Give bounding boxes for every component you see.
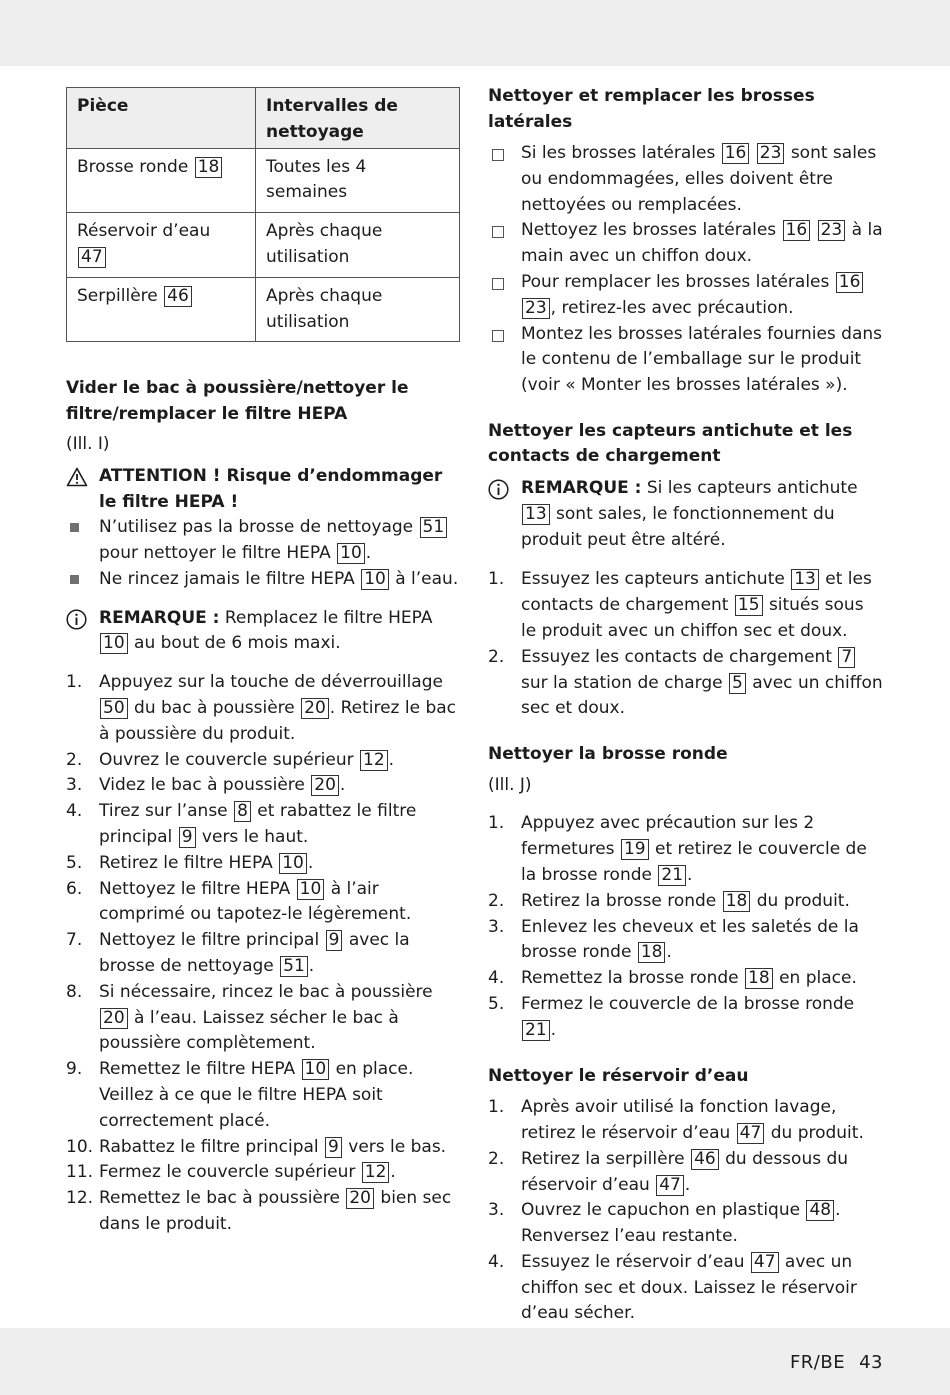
ref-box: 10 — [279, 853, 307, 874]
left-column — [66, 84, 460, 1238]
table-cell-part: Serpillère 46 — [67, 277, 256, 342]
list-item: 12. Remettez le bac à poussière 20 bien sec dans le produit. — [66, 1188, 452, 1234]
list-item: 1. Appuyez avec précaution sur les 2 fermetures 19 et retirez le couvercle de la brosse ronde 21 . — [488, 813, 867, 886]
list-item: 11. Fermez le couvercle supérieur 12 . — [66, 1162, 396, 1183]
list-item: 2. Essuyez les contacts de chargement 7 sur la station de charge 5 avec un chiffon sec et doux. — [488, 646, 883, 719]
ref-box: 51 — [280, 956, 308, 977]
ref-box: 13 — [522, 504, 550, 525]
list-item: 8. Si nécessaire, rincez le bac à poussière 20 à l’eau. Laissez sécher le bac à poussière complètement. — [66, 981, 433, 1054]
table-cell-part: Brosse ronde 18 — [67, 148, 256, 213]
list-item: 4. Tirez sur l’anse 8 et rabattez le filtre principal 9 vers le haut. — [66, 801, 417, 847]
ref-box: 21 — [658, 865, 686, 886]
ref-box: 12 — [360, 750, 388, 771]
table-header-interval: Intervalles de nettoyage — [256, 88, 460, 149]
warning-list — [66, 515, 460, 592]
section-title-round-brush: Nettoyer la brosse ronde — [488, 744, 728, 765]
right-column — [488, 84, 884, 1327]
footer-page-number: 43 — [859, 1352, 883, 1373]
ref-box: 8 — [234, 801, 251, 822]
ref-box: 47 — [656, 1175, 684, 1196]
warning-text: ATTENTION ! Risque d’endommager le filtre HEPA ! — [99, 466, 443, 512]
table-cell-interval: Après chaque utilisation — [256, 213, 460, 278]
ref-box: 10 — [100, 633, 128, 654]
info-circle-icon — [66, 609, 87, 630]
list-item: 3. Enlevez les cheveux et les saletés de la brosse ronde 18 . — [488, 916, 859, 963]
list-item: 10. Rabattez le filtre principal 9 vers le bas. — [66, 1136, 447, 1157]
ref-box: 10 — [337, 543, 365, 564]
ref-box: 10 — [302, 1059, 330, 1080]
ref-box: 7 — [838, 647, 855, 668]
ref-box: 20 — [346, 1188, 374, 1209]
ref-box: 5 — [729, 673, 746, 694]
list-item: 1. Appuyez sur la touche de déverrouillage 50 du bac à poussière 20 . Retirez le bac à poussière du produit. — [66, 672, 457, 744]
ref-box: 47 — [78, 247, 106, 268]
list-item: 2. Retirez la serpillère 46 du dessous du réservoir d’eau 47 . — [488, 1148, 849, 1195]
note-label: REMARQUE : — [521, 477, 642, 498]
round-brush-steps — [488, 811, 884, 1043]
list-item: 3. Videz le bac à poussière 20 . — [66, 775, 346, 796]
ref-box: 18 — [723, 891, 751, 912]
table-header-row — [67, 88, 460, 149]
list-item: Montez les brosses latérales fournies dans le contenu de l’emballage sur le produit (voir « Monter les brosses latérales »). — [488, 322, 884, 399]
ref-box: 47 — [737, 1123, 765, 1144]
ref-box: 23 — [757, 143, 785, 164]
section-title-sensors: Nettoyer les capteurs antichute et les contacts de chargement — [488, 420, 853, 467]
ref-box: 20 — [100, 1008, 128, 1029]
list-item: 4. Essuyez le réservoir d’eau 47 avec un chiffon sec et doux. Laissez le réservoir d’eau sécher. — [488, 1251, 857, 1324]
ref-box: 12 — [362, 1162, 390, 1183]
ref-box: 20 — [311, 775, 339, 796]
warning-triangle-icon — [66, 467, 88, 487]
ref-box: 18 — [745, 968, 773, 989]
info-notice: REMARQUE : Remplacez le filtre HEPA 10 au bout de 6 mois maxi. — [66, 606, 460, 658]
side-brushes-list — [488, 141, 884, 399]
footer-language: FR/BE — [789, 1352, 846, 1373]
ref-box: 9 — [325, 1137, 342, 1158]
ref-box: 46 — [691, 1149, 719, 1170]
table-cell-interval: Après chaque utilisation — [256, 277, 460, 342]
page-number — [790, 1350, 883, 1376]
table-row — [67, 213, 460, 278]
section-title-side-brushes: Nettoyer et remplacer les brosses latérales — [488, 86, 815, 132]
ref-box: 9 — [326, 930, 343, 951]
list-item: Ne rincez jamais le filtre HEPA 10 à l’eau. — [66, 567, 460, 593]
info-circle-icon — [488, 479, 509, 500]
page-header-band — [0, 0, 950, 66]
info-notice: REMARQUE : Si les capteurs antichute 13 sont sales, le fonctionnement du produit peut être altéré. — [488, 476, 884, 553]
ref-box: 18 — [195, 157, 223, 178]
note-label: REMARQUE : — [99, 607, 220, 628]
sensors-steps — [488, 567, 884, 722]
list-item: Si les brosses latérales 16 23 sont sales ou endommagées, elles doivent être nettoyées ou remplacées. — [488, 141, 884, 218]
list-item: 1. Essuyez les capteurs antichute 13 et les contacts de chargement 15 situés sous le produit avec un chiffon sec et doux. — [488, 569, 872, 641]
list-item: 2. Retirez la brosse ronde 18 du produit. — [488, 890, 850, 911]
section-title-dust-bin: Vider le bac à poussière/nettoyer le filtre/remplacer le filtre HEPA — [66, 378, 409, 424]
ref-box: 19 — [621, 839, 649, 860]
table-header-part: Pièce — [67, 88, 256, 149]
list-item: Nettoyez les brosses latérales 16 23 à la main avec un chiffon doux. — [488, 218, 884, 270]
illustration-ref: (Ill. I) — [66, 434, 110, 455]
list-item: 3. Ouvrez le capuchon en plastique 48 . Renversez l’eau restante. — [488, 1200, 841, 1247]
table-row — [67, 148, 460, 213]
ref-box: 47 — [751, 1252, 779, 1273]
list-item: 7. Nettoyez le filtre principal 9 avec la brosse de nettoyage 51 . — [66, 930, 410, 976]
ref-box: 46 — [164, 286, 192, 307]
ref-box: 16 — [722, 143, 750, 164]
list-item: 6. Nettoyez le filtre HEPA 10 à l’air comprimé ou tapotez-le légèrement. — [66, 878, 412, 925]
ref-box: 16 — [783, 220, 811, 241]
dust-bin-steps — [66, 670, 460, 1238]
ref-box: 21 — [522, 1020, 550, 1041]
list-item: 2. Ouvrez le couvercle supérieur 12 . — [66, 749, 395, 770]
ref-box: 50 — [100, 698, 128, 719]
list-item: 4. Remettez la brosse ronde 18 en place. — [488, 968, 857, 989]
ref-box: 10 — [297, 879, 325, 900]
illustration-ref: (Ill. J) — [488, 774, 532, 795]
cleaning-interval-table — [66, 87, 460, 342]
table-cell-interval: Toutes les 4 semaines — [256, 148, 460, 213]
ref-box: 10 — [361, 569, 389, 590]
ref-box: 20 — [301, 698, 329, 719]
ref-box: 51 — [420, 517, 448, 538]
list-item: N’utilisez pas la brosse de nettoyage 51 pour nettoyer le filtre HEPA 10 . — [66, 515, 460, 567]
list-item: 9. Remettez le filtre HEPA 10 en place. Veillez à ce que le filtre HEPA soit correctement placé. — [66, 1059, 414, 1131]
ref-box: 48 — [806, 1200, 834, 1221]
ref-box: 16 — [836, 272, 864, 293]
table-cell-part: Réservoir d’eau 47 — [67, 213, 256, 278]
ref-box: 23 — [522, 298, 550, 319]
ref-box: 13 — [791, 569, 819, 590]
ref-box: 18 — [638, 942, 666, 963]
list-item: Pour remplacer les brosses latérales 16 23 , retirez-les avec précaution. — [488, 270, 884, 322]
section-title-water-tank: Nettoyer le réservoir d’eau — [488, 1065, 749, 1086]
ref-box: 23 — [818, 220, 846, 241]
warning-notice — [66, 464, 460, 515]
list-item: 5. Fermez le couvercle de la brosse ronde 21 . — [488, 994, 855, 1040]
water-tank-steps — [488, 1095, 884, 1327]
table-row — [67, 277, 460, 342]
list-item: 1. Après avoir utilisé la fonction lavage, retirez le réservoir d’eau 47 du produit. — [488, 1097, 864, 1143]
list-item: 5. Retirez le filtre HEPA 10 . — [66, 852, 314, 873]
ref-box: 9 — [179, 827, 196, 848]
ref-box: 15 — [735, 595, 763, 616]
